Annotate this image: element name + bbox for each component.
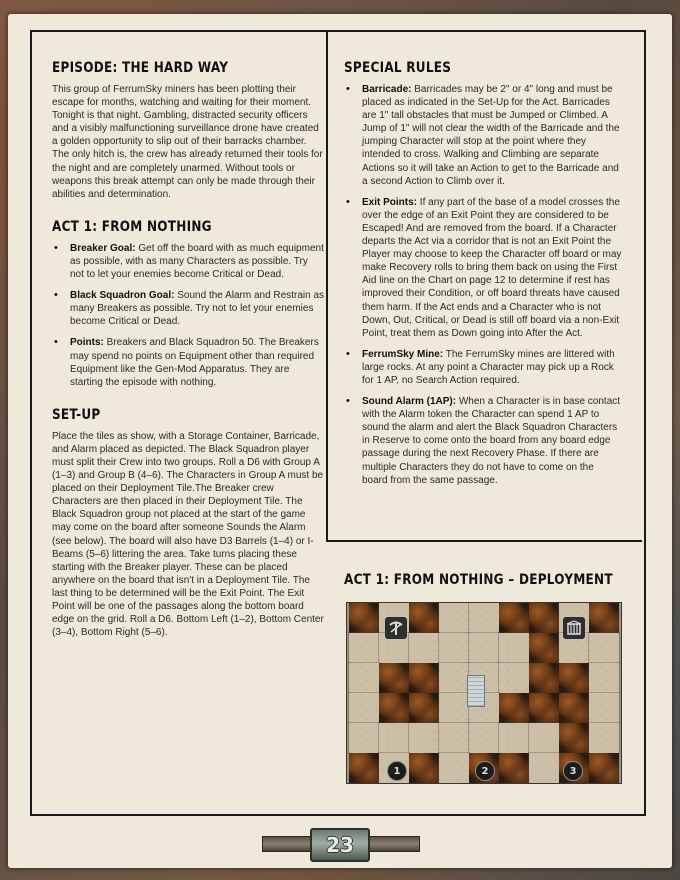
floor-tile <box>409 723 439 753</box>
barracks-icon <box>563 617 585 639</box>
floor-tile <box>409 633 439 663</box>
item-term: Black Squadron Goal: <box>70 290 175 302</box>
floor-tile <box>439 663 469 693</box>
item-text: Breakers and Black Squadron 50. The Breakers may spend no points on Equipment other than required Equipment like the Gen-Mod Apparatus. They are starting the episode with nothing. <box>70 337 319 388</box>
rock-tile <box>529 633 559 663</box>
floor-tile <box>439 723 469 753</box>
floor-tile <box>469 723 499 753</box>
rock-tile <box>529 603 559 633</box>
setup-section <box>52 407 324 640</box>
list-item <box>344 83 622 188</box>
item-text: When a Character is in base contact with the Alarm token the Character can spend 1 AP to sound the alarm and alert the Black Squadron Characters in Reserve to come onto the board from any board edge passage during the next Recovery Phase. If there are multiple Characters they do not have to come on the board from the same passage. <box>362 396 621 486</box>
floor-tile <box>589 663 619 693</box>
rock-tile <box>379 693 409 723</box>
list-item <box>344 348 622 387</box>
rock-tile <box>409 693 439 723</box>
act1-list <box>52 242 324 389</box>
item-text: Sound the Alarm and Restrain as many Breakers as possible. Try not to let your enemies become Critical or Dead. <box>70 290 324 328</box>
floor-tile <box>439 603 469 633</box>
item-text: If any part of the base of a model crosses the over the edge of an Exit Point they are considered to be Escaped! And are removed from the board. If a Character departs the Act via a corridor that is not an Exit Point the Player may choose to keep the Character off board or may make Recovery rolls to bring them back on using the First Aid line on the Chart on page 12 to determine if rest has improved their Condition, or off board threats have caused them harm. If the Act ends and a Character who is not Down, Out, Critical, or Dead is still off board via a non-Exit Point, treat them as Down going into After the Act. <box>362 196 622 339</box>
item-term: Breaker Goal: <box>70 242 136 254</box>
item-text: Barricades may be 2" or 4" long and must be placed as indicated in the Set-Up for the Act. Barricades are 1" tall obstacles that must be Jumped or Climbed. A Jump of 1" will not clear the width of the Barricade and the jumping Character will stop at the point where they intended to cross. Walking and Climbing are separate Actions so it will take an Action to get to the Barricade and a second Action to Climb over it. <box>362 84 620 187</box>
rock-tile <box>589 603 619 633</box>
floor-tile <box>589 633 619 663</box>
rock-tile <box>409 663 439 693</box>
setup-heading: SET-UP <box>52 406 101 423</box>
item-term: Barricade: <box>362 84 412 95</box>
page-number-plate <box>310 822 370 868</box>
episode-text: This group of FerrumSky miners has been plotting their escape for months, watching and waiting for their moment. Tonight is that night. Gambling, distracted security officers and a visibly malfunctioning surveillance drone have created a golden opportunity to slip out of their barracks chamber. The only hitch is, the crew has already returned their tools for the night and are completely unarmed. Without tools or weapons this break attempt can only be made through their abilities and determination. <box>52 84 323 200</box>
rock-tile <box>559 663 589 693</box>
rock-tile <box>559 723 589 753</box>
list-item <box>52 336 324 388</box>
floor-tile <box>529 723 559 753</box>
list-item <box>52 289 324 328</box>
deployment-map <box>346 602 622 784</box>
floor-tile <box>349 693 379 723</box>
item-term: Points: <box>70 337 104 349</box>
floor-tile <box>469 603 499 633</box>
episode-section <box>52 60 324 201</box>
rock-tile <box>529 663 559 693</box>
pickaxe-icon <box>385 617 407 639</box>
floor-tile <box>439 753 469 783</box>
rock-tile <box>499 693 529 723</box>
floor-tile <box>349 723 379 753</box>
list-item <box>52 242 324 281</box>
right-column <box>344 60 622 495</box>
left-column <box>52 60 324 657</box>
rock-tile <box>379 663 409 693</box>
rock-tile <box>409 753 439 783</box>
rock-tile <box>349 753 379 783</box>
special-rules-heading: SPECIAL RULES <box>344 60 452 76</box>
floor-tile <box>499 663 529 693</box>
rock-tile <box>409 603 439 633</box>
exit-marker-1: 1 <box>387 761 407 781</box>
deployment-heading: ACT 1: FROM NOTHING – DEPLOYMENT <box>344 572 613 588</box>
section-divider <box>326 540 642 542</box>
list-item <box>344 395 622 487</box>
exit-marker-3: 3 <box>563 761 583 781</box>
exit-marker-2: 2 <box>475 761 495 781</box>
page-number-badge <box>310 828 370 862</box>
item-text: The FerrumSky mines are littered with large rocks. At any point a Character may pick up a Rock for 1 AP, no Search Action required. <box>362 348 615 386</box>
floor-tile <box>439 693 469 723</box>
rock-tile <box>589 753 619 783</box>
list-item <box>344 196 622 340</box>
floor-tile <box>349 663 379 693</box>
rock-tile <box>499 603 529 633</box>
episode-heading: EPISODE: THE HARD WAY <box>52 60 229 76</box>
floor-tile <box>499 723 529 753</box>
setup-text: Place the tiles as show, with a Storage Container, Barricade, and Alarm placed as depicted. The Black Squadron player must split their Crew into two groups. Roll a D6 with Group A (1–3) and Group B (4–6). The Characters in Group A must be placed on their Deployment Tile.The Breaker crew Characters are then placed in their Deployment Tile. The Black Squadron group not placed at the start of the game may come on the board after someone Sounds the Alarm (see below). The board will also have D3 Barrels (1–4) or I-Beams (5–6) littering the area. Take turns placing these starting with the Breaker player. These can be placed anywhere on the board that isn't in a Deployment Tile. The last thing to be determined will be the Exit Point. The Exit Point will be one of the passages along the bottom board edge on the grid. Roll a D6. Bottom Left (1–2), Bottom Center (3–4), Bottom Right (5–6). <box>52 430 324 639</box>
floor-tile <box>529 753 559 783</box>
floor-tile <box>469 633 499 663</box>
floor-tile <box>349 633 379 663</box>
act1-section <box>52 219 324 389</box>
floor-tile <box>379 723 409 753</box>
page-number: 23 <box>326 833 354 857</box>
floor-tile <box>499 633 529 663</box>
item-term: Exit Points: <box>362 196 418 208</box>
item-term: FerrumSky Mine: <box>362 348 444 360</box>
rock-tile <box>349 603 379 633</box>
item-term: Sound Alarm (1AP): <box>362 396 457 408</box>
floor-tile <box>589 723 619 753</box>
rock-tile <box>499 753 529 783</box>
rock-tile <box>529 693 559 723</box>
special-rules-list <box>344 83 622 487</box>
column-divider <box>326 32 328 542</box>
floor-tile <box>589 693 619 723</box>
storage-container-icon <box>467 675 485 707</box>
floor-tile <box>439 633 469 663</box>
rock-tile <box>559 693 589 723</box>
item-text: Get off the board with as much equipment as possible, with as many Characters as possible. Try not to let your enemies become Critical or Dead. <box>70 242 324 281</box>
act1-heading: ACT 1: FROM NOTHING <box>52 218 212 235</box>
